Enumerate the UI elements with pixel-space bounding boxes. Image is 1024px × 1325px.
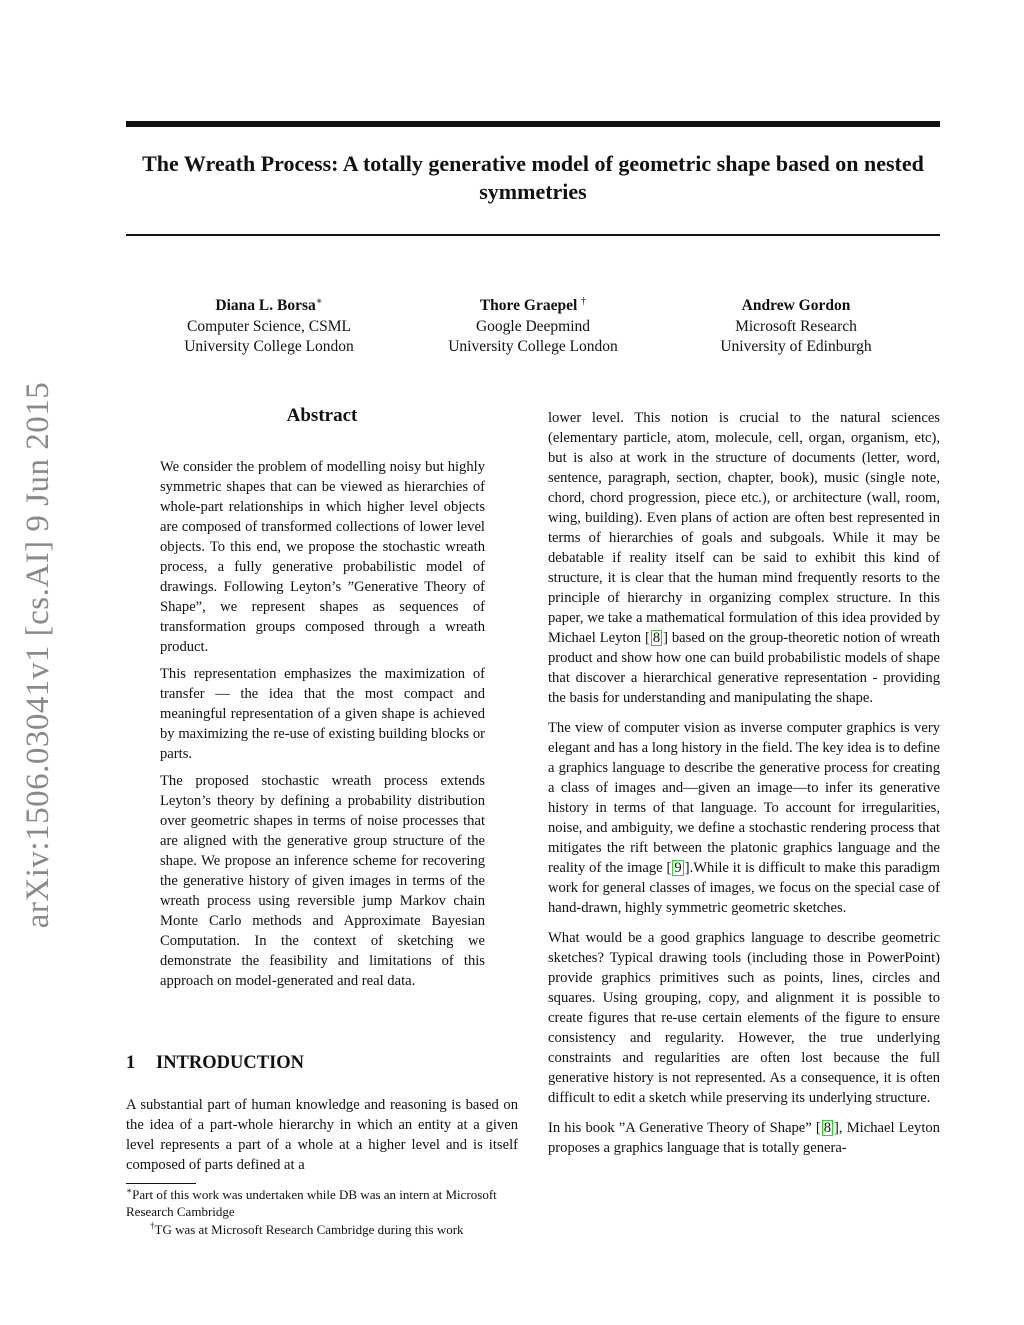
author-3 — [666, 296, 926, 358]
body-text: based on the group-theoretic notion of wreath product and show how one can build probabilistic models of shape that discover a hierarchical generative representation - providing the basis for understanding and manipulating the shape. — [548, 630, 940, 706]
section-title: INTRODUCTION — [156, 1053, 305, 1073]
body-paragraph: A substantial part of human knowledge and reasoning is based on the idea of a part-whole hierarchy in which an entity at a given level represents a part of a whole at a higher level and is itself composed of parts defined at a — [126, 1097, 518, 1173]
author-block — [126, 296, 940, 366]
author-name: Diana L. Borsa — [215, 297, 316, 314]
author-affiliation: Microsoft Research — [735, 317, 857, 335]
body-paragraph: lower level. This notion is crucial to the natural sciences (elementary particle, atom, molecule, cell, organ, organism, etc), but is also at work in the structure of documents (letter, word, sentence, paragraph, section, chapter, book), music (single note, chord, chord progression, piece etc.), or architecture (wall, room, wing, building). Even plans of action are often best represented in terms of hierarchies of goals and subgoals. While it may be debatable if reality itself can be said to exhibit this kind of structure, it is clear that the human mind frequently resorts to the principle of hierarchy in organizing complex structure. In this paper, we take a mathematical formulation of this idea provided by Michael Leyton [ 8 ] based on the group-theoretic notion of wreath product and show how one can build probabilistic models of shape that discover a hierarchical generative representation - providing the basis for understanding and manipulating the shape. — [548, 410, 940, 706]
footnote-mark: † — [150, 1220, 155, 1231]
citation-link[interactable]: 8 — [823, 1120, 832, 1136]
author-affiliation: Google Deepmind — [475, 317, 591, 335]
body-text: In his book ”A Generative Theory of Shape” — [548, 1120, 812, 1136]
body-paragraph: What would be a good graphics language to describe geometric sketches? Typical drawing tools (including those in PowerPoint) provide graphics primitives such as points, lines, circles and squares. Using grouping, copy, and alignment it is possible to create figures that re-use certain elements of the figure to ensure consistency and regularity. However, the true underlying constraints and regularities are often lost because the full generative history is not represented. As a consequence, it is often difficult to edit a sketch while preserving its underlying structure. — [548, 930, 940, 1106]
author-2 — [403, 296, 663, 358]
author-affiliation: Computer Science, CSML — [186, 317, 352, 335]
abstract-body — [160, 457, 485, 998]
author-institution: University College London — [184, 338, 354, 355]
body-text: lower level. This notion is crucial to the natural sciences (elementary particle, atom, molecule, cell, organ, organism, etc), but is also at work in the structure of documents (letter, word, sentence, paragraph, section, chapter, book), music (single note, chord, chord progression, piece etc.), or architecture (wall, room, wing, building). Even plans of action are often best represented in terms of hierarchies of goals and subgoals. While it may be debatable if reality itself can be said to exhibit this kind of structure, it is clear that the human mind frequently resorts to the principle of hierarchy in organizing complex structure. In this paper, we take a mathematical formulation of this idea provided by Michael Leyton — [548, 410, 940, 646]
body-text: , Michael Leyton proposes a graphics language that is totally genera- — [548, 1120, 940, 1156]
footnote-2 — [126, 1221, 522, 1238]
body-paragraph: In his book ”A Generative Theory of Shape” [ 8 ], Michael Leyton proposes a graphics language that is totally genera- — [548, 1120, 940, 1156]
abstract-heading: Abstract — [286, 405, 358, 426]
footnotes — [126, 1186, 522, 1239]
intro-right-column — [548, 408, 940, 1168]
abstract-paragraph: We consider the problem of modelling noisy but highly symmetric shapes that can be viewed as hierarchies of whole-part relationships in which higher level objects are composed of transformed collections of lower level objects. To this end, we propose the stochastic wreath process, a fully generative probabilistic model of drawings. Following Leyton’s ”Generative Theory of Shape”, we represent shapes as sequences of transformation groups composed through a wreath product. — [160, 459, 485, 655]
author-name: Thore Graepel — [479, 297, 578, 314]
footnote-text: Part of this work was undertaken while DB was an intern at Microsoft Research Cambridge — [126, 1187, 497, 1219]
body-text: .While it is difficult to make this paradigm work for general classes of images, we focus on the special case of hand-drawn, highly symmetric geometric sketches. — [548, 860, 940, 916]
body-paragraph: The view of computer vision as inverse computer graphics is very elegant and has a long history in the field. The key idea is to define a graphics language to describe the generative process for creating a class of images and—given an image—to infer its generative history in terms of that language. To account for irregularities, noise, and ambiguity, we define a stochastic rendering process that mitigates the rift between the platonic graphics language and the reality of the image [ 9 ].While it is difficult to make this paradigm work for general classes of images, we focus on the special case of hand-drawn, highly symmetric geometric sketches. — [548, 720, 940, 916]
paper-title: The Wreath Process: A totally generative model of geometric shape based on nested symmetries — [142, 151, 924, 204]
abstract-paragraph: The proposed stochastic wreath process extends Leyton’s theory by defining a probability distribution over geometric shapes in terms of noise processes that are aligned with the generative group structure of the shape. We propose an inference scheme for recovering the generative history of given images in terms of the wreath process using reversible jump Markov chain Monte Carlo methods and Approximate Bayesian Computation. In the context of sketching we demonstrate the feasibility and limitations of this approach on model-generated and real data. — [160, 773, 485, 989]
abstract-paragraph: This representation emphasizes the maximization of transfer — the idea that the most compact and meaningful representation of a given shape is achieved by maximizing the re-use of existing building blocks or parts. — [160, 666, 485, 762]
author-mark: ∗ — [315, 295, 323, 307]
author-institution: University of Edinburgh — [720, 338, 872, 355]
section-heading-introduction — [126, 1051, 304, 1075]
citation-link[interactable]: 8 — [652, 630, 661, 646]
citation-link[interactable]: 9 — [674, 860, 682, 876]
footnote-rule — [126, 1183, 196, 1184]
intro-left-column — [126, 1095, 518, 1175]
body-text: The view of computer vision as inverse computer graphics is very elegant and has a long history in the field. The key idea is to define a graphics language to describe the generative process for creating a class of images and—given an image—to infer its generative history in terms of that language. To account for irregularities, noise, and ambiguity, we define a stochastic rendering process that mitigates the rift between the platonic graphics language and the reality of the image — [548, 720, 940, 876]
title-bottom-rule — [126, 234, 940, 236]
author-1 — [139, 296, 399, 358]
footnote-mark: ∗ — [126, 1185, 133, 1196]
footnote-text: TG was at Microsoft Research Cambridge during this work — [154, 1222, 464, 1237]
section-number: 1 — [126, 1053, 136, 1073]
author-mark: † — [581, 295, 587, 307]
arxiv-identifier: arXiv:1506.03041v1 [cs.AI] 9 Jun 2015 — [20, 381, 56, 929]
author-name: Andrew Gordon — [741, 297, 851, 314]
footnote-1 — [126, 1186, 522, 1220]
title-top-rule — [126, 121, 940, 127]
author-institution: University College London — [448, 338, 618, 355]
